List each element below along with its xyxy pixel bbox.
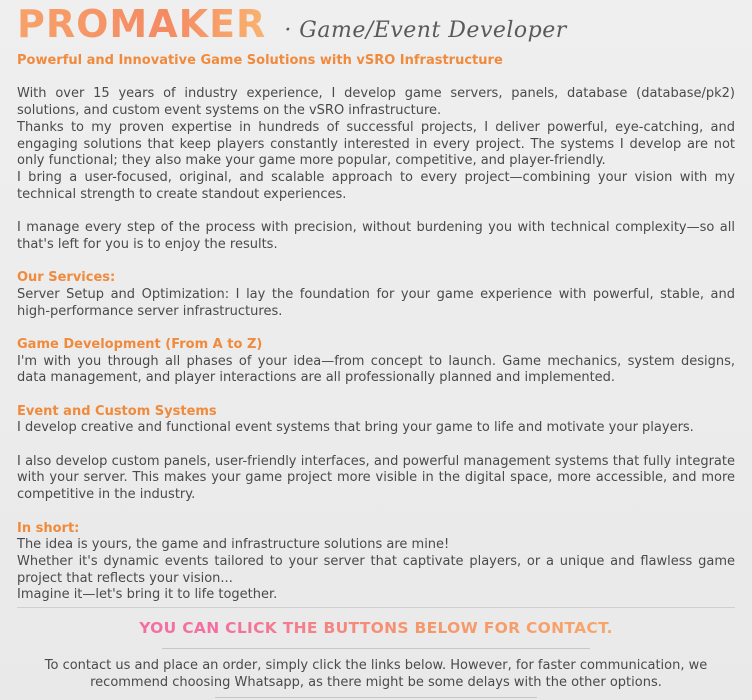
game-dev-text: I'm with you through all phases of your idea—from concept to launch. Game mechanics, system designs, data management, and player interactions are all professionally planned and implemented. (17, 353, 735, 386)
game-dev-heading: Game Development (From A to Z) (17, 336, 263, 352)
services-heading: Our Services: (17, 270, 116, 286)
events-text-2: I also develop custom panels, user-friendly interfaces, and powerful management systems that fully integrate with your server. This makes your game project more visible in the digital space, more accessible, and more competitive in the industry. (17, 453, 735, 503)
spacer (17, 387, 735, 404)
intro-heading: Powerful and Innovative Game Solutions with vSRO Infrastructure (17, 53, 503, 68)
short-line-2: Whether it's dynamic events tailored to your server that captivate players, or a unique and flawless game project that reflects your vision... (17, 553, 735, 586)
divider (215, 697, 537, 698)
divider (17, 607, 735, 608)
events-heading: Event and Custom Systems (17, 403, 217, 419)
events-text: I develop creative and functional event systems that bring your game to life and motivate your players. (17, 420, 694, 436)
spacer (17, 320, 735, 337)
intro-paragraph-4: I manage every step of the process with precision, without burdening you with technical complexity—so all that's left for you is to enjoy the results. (17, 220, 735, 252)
services-text: Server Setup and Optimization: I lay the foundation for your game experience with powerful, stable, and high-performance server infrastructures. (17, 286, 735, 319)
spacer (17, 504, 735, 521)
description-content (17, 53, 735, 604)
contact-cta: YOU CAN CLICK THE BUTTONS BELOW FOR CONTACT. (0, 619, 752, 637)
intro-paragraph-1: With over 15 years of industry experience, I develop game servers, panels, database (database/pk2) solutions, and custom event systems on the vSRO infrastructure. (17, 86, 735, 119)
spacer (17, 203, 735, 220)
short-line-3: Imagine it—let's bring it to life together. (17, 587, 278, 603)
divider (162, 648, 590, 649)
brand-tagline: · Game/Event Developer (284, 18, 567, 43)
short-line-1: The idea is yours, the game and infrastructure solutions are mine! (17, 537, 450, 553)
brand-title: PROMAKER (17, 2, 267, 46)
spacer (17, 253, 735, 270)
intro-paragraph-3: I bring a user-focused, original, and scalable approach to every project—combining your vision with my technical strength to create standout experiences. (17, 169, 735, 202)
header (17, 2, 567, 46)
contact-note: To contact us and place an order, simply click the links below. However, for faster communication, we recommend choosing Whatsapp, as there might be some delays with the other options. (44, 658, 708, 690)
intro-paragraph-2: Thanks to my proven expertise in hundreds of successful projects, I deliver powerful, eye-catching, and engaging solutions that keep players constantly interested in every project. The systems I develop are not only functional; they also make your game more popular, competitive, and player-friendly. (17, 119, 735, 169)
short-heading: In short: (17, 520, 80, 536)
spacer (17, 437, 735, 454)
spacer (17, 70, 735, 87)
